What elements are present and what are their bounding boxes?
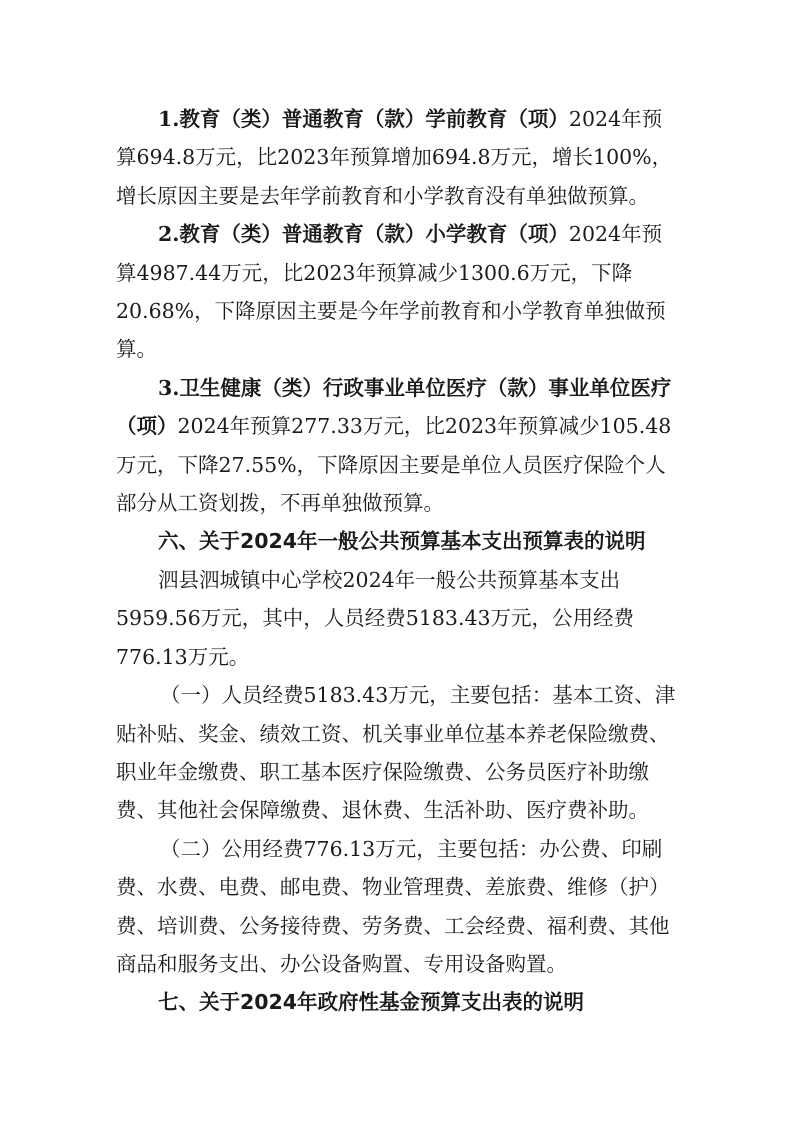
item-1-heading: 1.教育（类）普通教育（款）学前教育（项） — [158, 107, 569, 131]
item-1 — [116, 100, 678, 215]
item-3 — [116, 369, 678, 523]
item-2-heading: 2.教育（类）普通教育（款）小学教育（项） — [158, 222, 569, 247]
item-1-text: 2024年预算694.8万元，比2023年预算增加694.8万元，增长100%，增长原因主要是去年学前教育和小学教育没有单独做预算。 — [116, 107, 673, 208]
item-3-text: 2024年预算277.33万元，比2023年预算减少105.48万元，下降27.55%，下降原因主要是单位人员医疗保险个人部分从工资划拨，不再单独做预算。 — [116, 414, 672, 516]
item-2 — [116, 215, 678, 369]
item-2-text: 2024年预算4987.44万元，比2023年预算减少1300.6万元，下降20.68%，下降原因主要是今年学前教育和小学教育单独做预算。 — [116, 222, 666, 362]
section-7-title: 七、关于2024年政府性基金预算支出表的说明 — [158, 990, 585, 1015]
section-6-title: 六、关于2024年一般公共预算基本支出预算表的说明 — [158, 529, 646, 554]
section-6-personnel: （一）人员经费5183.43万元，主要包括：基本工资、津贴补贴、奖金、绩效工资、机关事业单位基本养老保险缴费、职业年金缴费、职工基本医疗保险缴费、公务员医疗补助缴费、其他社会保障缴费、退休费、生活补助、医疗费补助。 — [116, 683, 676, 823]
section-6-intro: 泗县泗城镇中心学校2024年一般公共预算基本支出5959.56万元，其中，人员经费5183.43万元，公用经费776.13万元。 — [116, 567, 635, 669]
document-body — [116, 100, 678, 1022]
item-3-heading: 3.卫生健康（类）行政事业单位医疗（款）事业单位医疗（项） — [116, 375, 672, 439]
section-6-public: （二）公用经费776.13万元，主要包括：办公费、印刷费、水费、电费、邮电费、物业管理费、差旅费、维修（护）费、培训费、公务接待费、劳务费、工会经费、福利费、其他商品和服务支出、办公设备购置、专用设备购置。 — [116, 836, 670, 976]
